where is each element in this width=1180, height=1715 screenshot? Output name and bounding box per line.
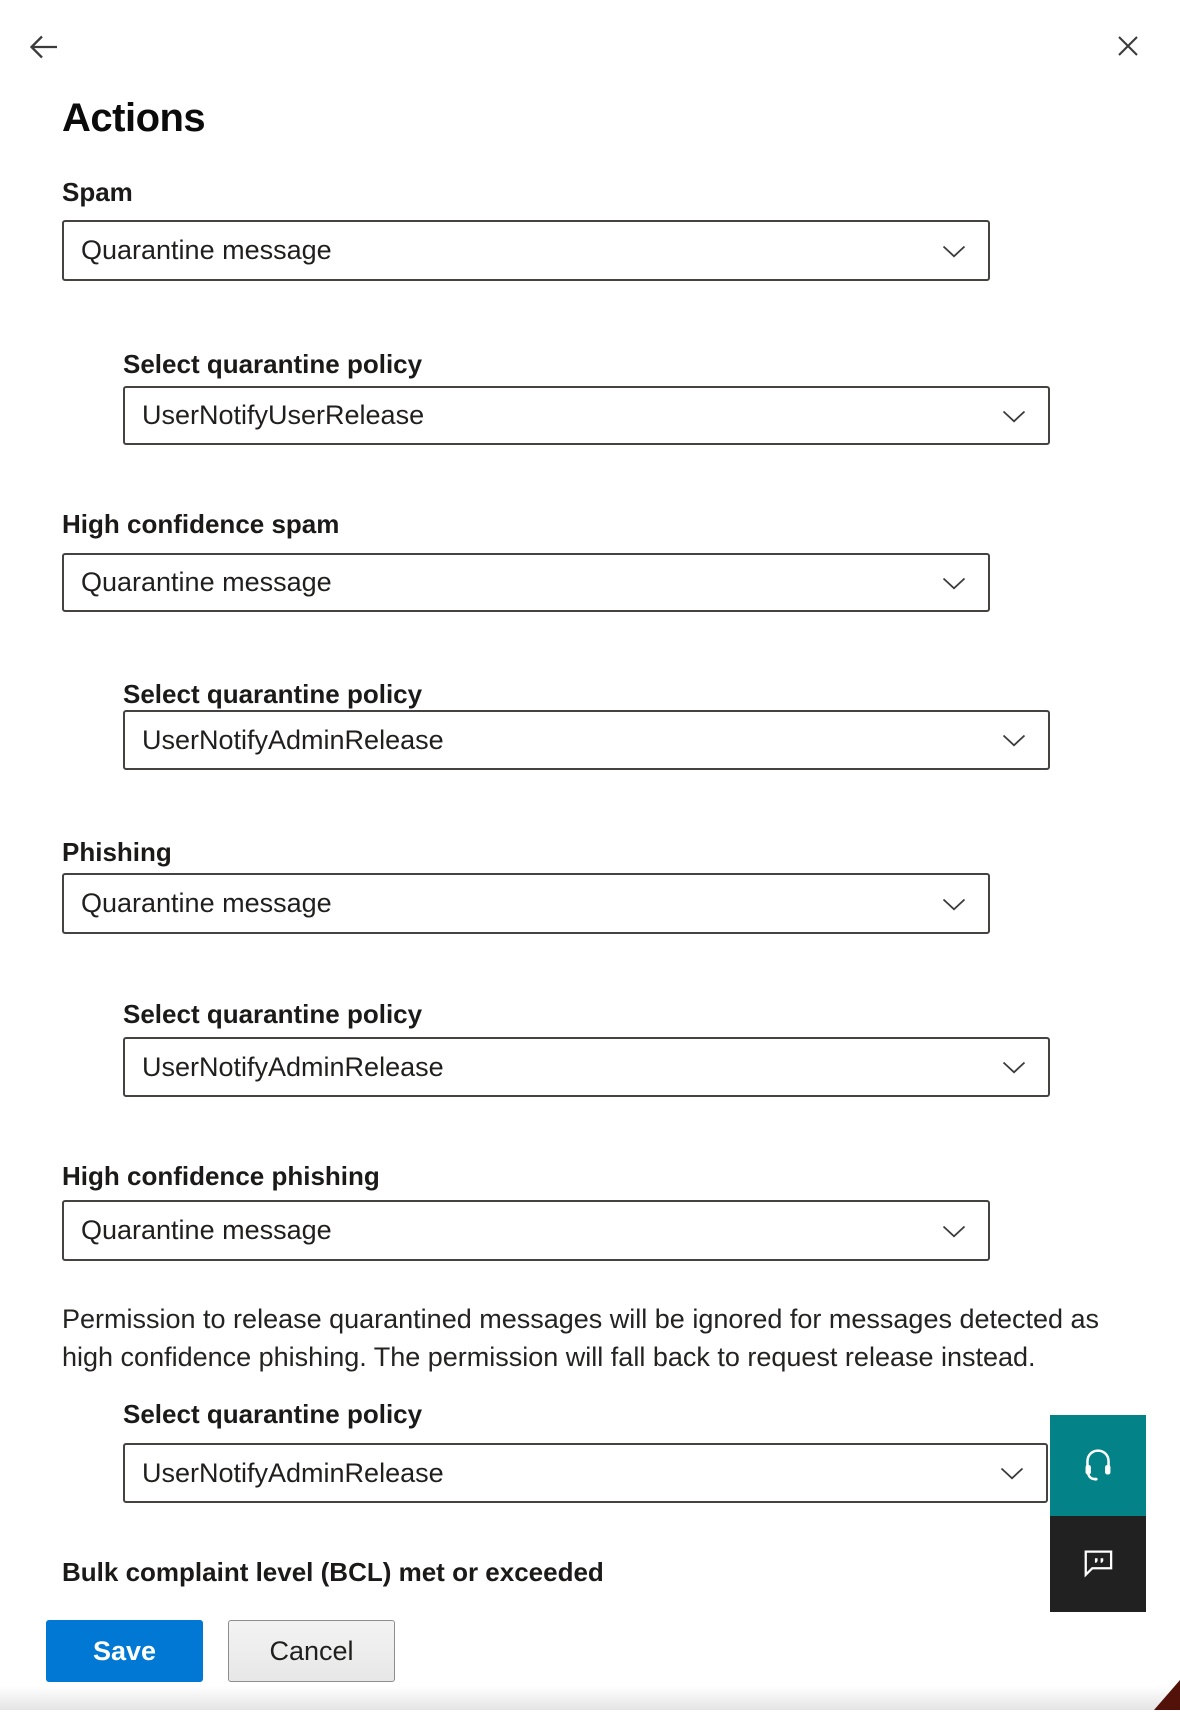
chat-icon xyxy=(1077,1542,1119,1587)
chevron-down-icon xyxy=(936,565,972,601)
back-button[interactable] xyxy=(24,28,64,68)
high-confidence-spam-action-select[interactable] xyxy=(62,553,990,612)
corner-artifact xyxy=(1154,1680,1180,1710)
hcp-policy-select[interactable] xyxy=(123,1443,1048,1503)
chevron-down-icon xyxy=(994,1455,1030,1491)
spam-label: Spam xyxy=(62,177,133,207)
phishing-label: Phishing xyxy=(62,837,172,867)
hcp-note-line-1: Permission to release quarantined messages will be ignored for messages detected as xyxy=(62,1304,1100,1334)
spam-action-value: Quarantine message xyxy=(81,235,332,265)
high-confidence-spam-policy-select[interactable] xyxy=(123,710,1050,770)
high-confidence-spam-action-value: Quarantine message xyxy=(81,567,332,597)
phishing-policy-value: UserNotifyAdminRelease xyxy=(142,1051,444,1082)
phishing-policy-select[interactable] xyxy=(123,1037,1050,1097)
spam-policy-label: Select quarantine policy xyxy=(123,349,423,379)
hcp-policy-label: Select quarantine policy xyxy=(123,1399,423,1429)
headset-icon xyxy=(1075,1441,1121,1490)
high-confidence-phishing-action-value: Quarantine message xyxy=(81,1215,332,1245)
close-button[interactable] xyxy=(1108,27,1148,67)
chevron-down-icon xyxy=(936,1213,972,1249)
phishing-action-value: Quarantine message xyxy=(81,888,332,918)
chevron-down-icon xyxy=(996,1049,1032,1085)
phishing-action-select[interactable] xyxy=(62,873,990,934)
save-button[interactable]: Save xyxy=(46,1620,203,1682)
bottom-fade xyxy=(0,1686,1180,1710)
high-confidence-phishing-label: High confidence phishing xyxy=(62,1161,380,1191)
high-confidence-spam-label: High confidence spam xyxy=(62,509,340,539)
high-confidence-spam-policy-label: Select quarantine policy xyxy=(123,679,423,709)
cancel-button[interactable]: Cancel xyxy=(228,1620,395,1682)
chevron-down-icon xyxy=(996,398,1032,434)
page-title: Actions xyxy=(62,96,206,140)
support-widget-button[interactable] xyxy=(1050,1415,1146,1516)
phishing-policy-label: Select quarantine policy xyxy=(123,999,423,1029)
chevron-down-icon xyxy=(996,722,1032,758)
spam-action-select[interactable] xyxy=(62,220,990,281)
chevron-down-icon xyxy=(936,886,972,922)
close-icon xyxy=(1111,29,1145,66)
arrow-left-icon xyxy=(25,28,63,69)
spam-policy-value: UserNotifyUserRelease xyxy=(142,400,425,430)
bulk-complaint-label: Bulk complaint level (BCL) met or exceeded xyxy=(62,1557,604,1587)
chevron-down-icon xyxy=(936,233,972,269)
hcp-policy-value: UserNotifyAdminRelease xyxy=(142,1457,444,1488)
hcp-note-line-2: high confidence phishing. The permission will fall back to request release instead. xyxy=(62,1342,1036,1372)
feedback-widget-button[interactable] xyxy=(1050,1516,1146,1612)
high-confidence-spam-policy-value: UserNotifyAdminRelease xyxy=(142,724,444,755)
high-confidence-phishing-action-select[interactable] xyxy=(62,1200,990,1261)
spam-policy-select[interactable] xyxy=(123,386,1050,445)
